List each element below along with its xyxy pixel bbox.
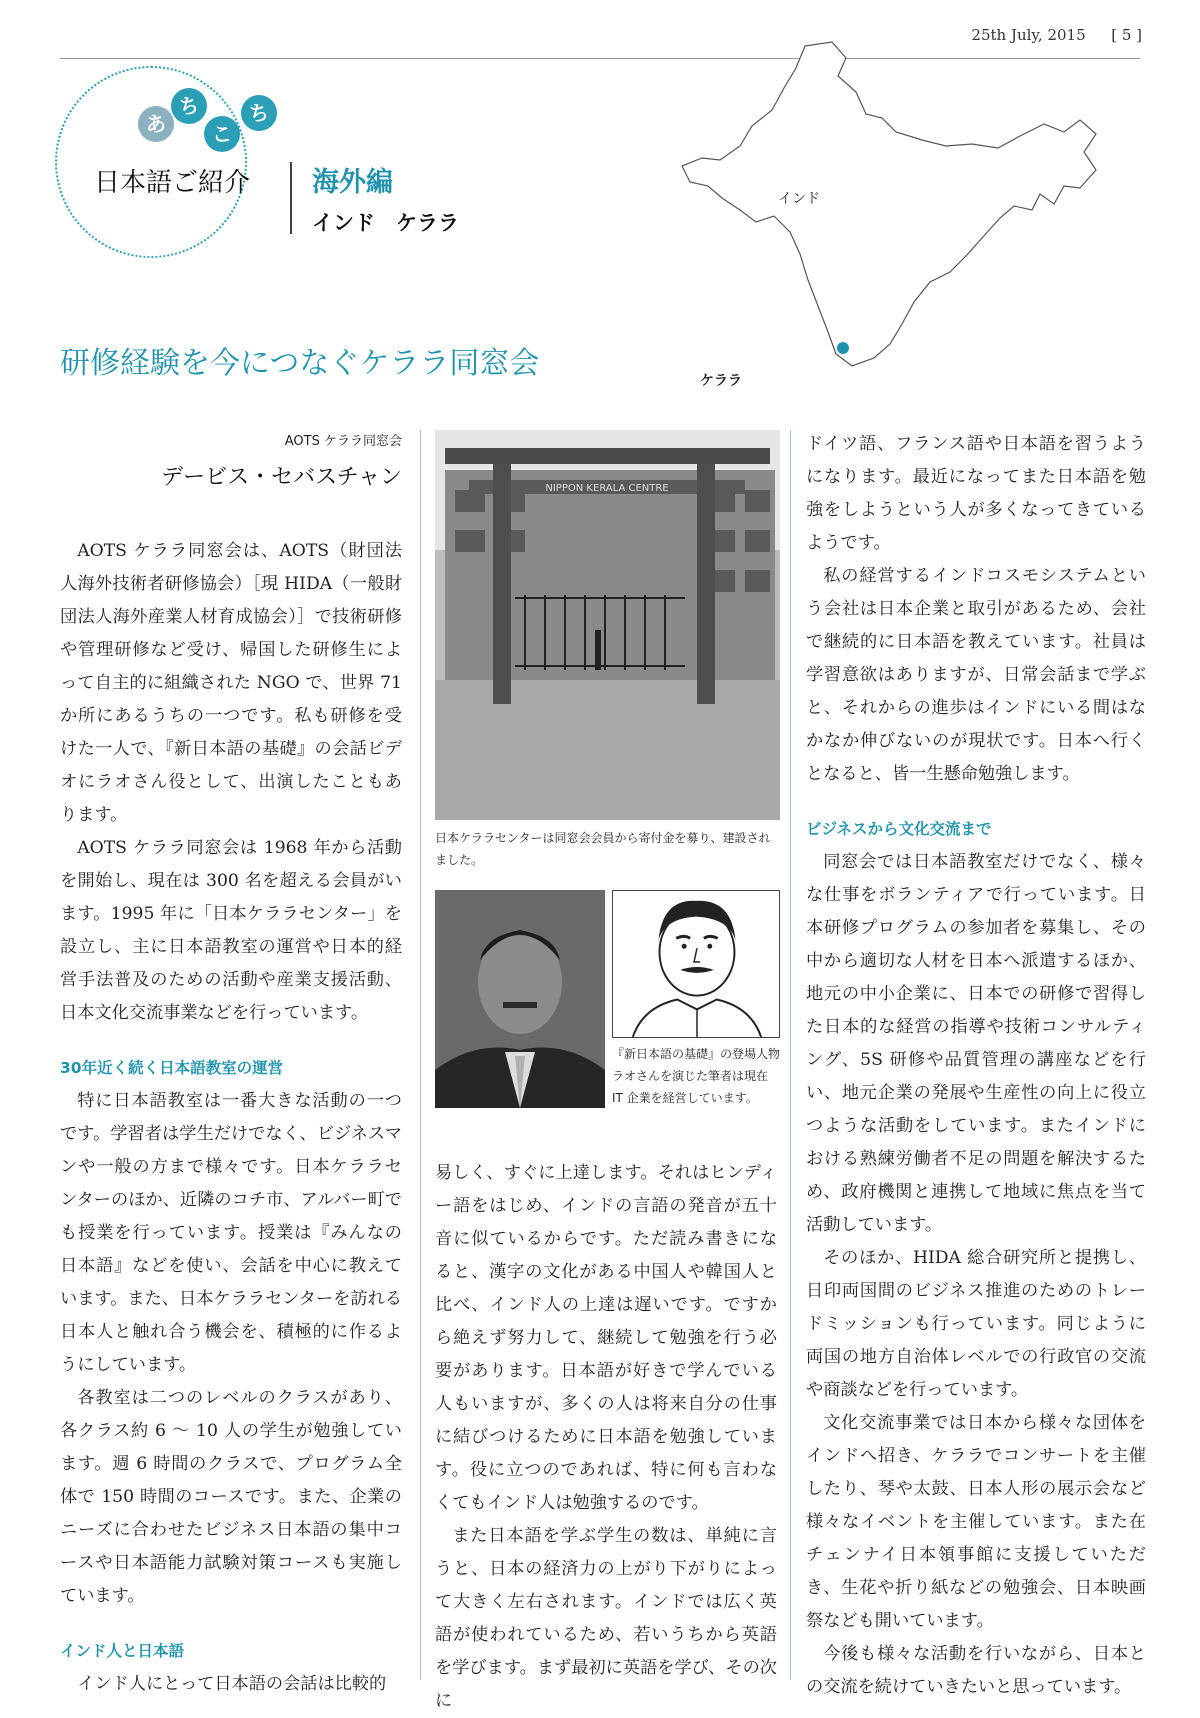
paragraph: 文化交流事業では日本から様々な団体をインドへ招き、ケララでコンサートを主催したり、琴や太鼓、日本人形の展示会など様々なイベントを主催しています。また在チェンナイ日本領事館に支援していただき、生花や折り紙などの勉強会、日本映画祭なども開いています。 [806,1413,1146,1631]
illustration-caption: 『新日本語の基礎』の登場人物ラオさんを演じた筆者は現在 IT 企業を経営しています。 [612,1047,781,1105]
column-rule-1 [420,430,421,1680]
byline-author: デービス・セバスチャン [161,465,402,490]
paragraph: AOTS ケララ同窓会は、AOTS（財団法人海外技術者研修協会）［現 HIDA（一般財団法人海外産業人材育成協会）］で技術研修や管理研修など受け、帰国した研修生によって自主的に組織された NGO で、世界 71 か所にあるうちの一つです。私も研修を受けた一人で、『新日本語の基礎』の会話ビデオにラオさん役として、出演したこともあります。 [60,541,402,825]
corner-bubble-2: ち [171,88,207,124]
section-heading: ビジネスから文化交流まで [806,820,992,838]
paragraph: 各教室は二つのレベルのクラスがあり、各クラス約 6 ～ 10 人の学生が勉強しています。週 6 時間のクラスで、プログラム全体で 150 時間のコースです。また、企業のニーズに合わせたビジネス日本語の集中コースや日本語能力試験対策コースも実施しています。 [60,1388,402,1606]
paragraph: AOTS ケララ同窓会は 1968 年から活動を開始し、現在は 300 名を超える会員がいます。1995 年に「日本ケララセンター」を設立し、主に日本語教室の運営や日本的経営手法普及のための活動や産業支援活動、日本文化交流事業などを行っています。 [60,838,402,1023]
paragraph: 特に日本語教室は一番大きな活動の一つです。学習者は学生だけでなく、ビジネスマンや一般の方まで様々です。日本ケララセンターのほか、近隣のコチ市、アルバー町でも授業を行っています。授業は『みんなの日本語』などを使い、会話を中心に教えています。また、日本ケララセンターを訪れる日本人と触れ合う機会を、積極的に作るようにしています。 [60,1091,402,1375]
gate-photo [435,430,780,820]
paragraph: 同窓会では日本語教室だけでなく、様々な仕事をボランティアで行っています。日本研修プログラムの参加者を募集し、その中から適切な人材を日本へ派遣するほか、地元の中小企業に、日本での研修で習得した日本的な経営の指導や技術コンサルティング、5S 研修や品質管理の講座などを行い、地元企業の発展や生産性の向上に役立つような活動をしています。またインドにおける熟練労働者不足の問題を解決するため、政府機関と連携して地域に焦点を当て活動しています。 [806,852,1146,1235]
author-portrait [435,890,605,1108]
map-label-india: インド [778,191,820,207]
map-label-kerala: ケララ [700,373,742,389]
corner-place: インド ケララ [312,211,459,235]
column-2 [435,1157,777,1718]
byline-org: AOTS ケララ同窓会 [284,434,402,449]
article-headline: 研修経験を今につなぐケララ同窓会 [60,346,540,381]
corner-region: 海外編 [312,167,393,198]
issue-date: 25th July, 2015 [971,26,1086,44]
corner-bubble-3: こ [204,116,240,152]
paragraph: 今後も様々な活動を行いながら、日本との交流を続けていきたいと思っています。 [806,1644,1146,1697]
kerala-marker [837,342,849,354]
paragraph: そのほか、HIDA 総合研究所と提携し、日印両国間のビジネス推進のためのトレードミッションも行っています。同じように両国の地方自治体レベルでの行政官の交流や商談などを行っています。 [806,1248,1146,1400]
page-number: [ 5 ] [1111,26,1142,44]
paragraph: 易しく、すぐに上達します。それはヒンディー語をはじめ、インドの言語の発音が五十音に似ているからです。ただ読み書きになると、漢字の文化がある中国人や韓国人と比べ、インド人の上達は遅いです。ですから絶えず努力して、継続して勉強を行う必要があります。日本語が好きで学んでいる人もいますが、多くの人は将来自分の仕事に結びつけるために日本語を勉強しています。役に立つのであれば、特に何も言わなくてもインド人は勉強するのです。 [435,1163,777,1513]
photo-caption: 日本ケララセンターは同窓会会員から寄付金を募り、建設されました。 [435,831,771,867]
section-heading: 30年近く続く日本語教室の運営 [60,1059,284,1077]
gate-sign: NIPPON KERALA CENTRE [545,483,669,494]
paragraph: 私の経営するインドコスモシステムという会社は日本企業と取引があるため、会社で継続的に日本語を教えています。社員は学習意欲はありますが、日常会話まで学ぶと、それからの進歩はインドにいる間はなかなか伸びないのが現状です。日本へ行くとなると、皆一生懸命勉強します。 [806,566,1146,784]
india-map [660,40,1110,400]
corner-title: 日本語ご紹介 [94,168,251,198]
paragraph: また日本語を学ぶ学生の数は、単純に言うと、日本の経済力の上がり下がりによって大きく左右されます。インドでは広く英語が使われているため、若いうちから英語を学びます。まず最初に英語を学び、その次に [435,1526,777,1711]
paragraph: インド人にとって日本語の会話は比較的 [77,1674,387,1694]
corner-bubble-1: あ [138,106,174,142]
paragraph: ドイツ語、フランス語や日本語を習うようになります。最近になってまた日本語を勉強をしようという人が多くなってきているようです。 [806,434,1146,553]
section-heading: インド人と日本語 [60,1642,185,1660]
corner-bubble-4: ち [241,95,277,131]
column-1 [60,535,402,1701]
column-rule-2 [790,430,791,1680]
column-3 [806,428,1146,1704]
rao-illustration [612,890,780,1038]
corner-divider [290,162,292,234]
